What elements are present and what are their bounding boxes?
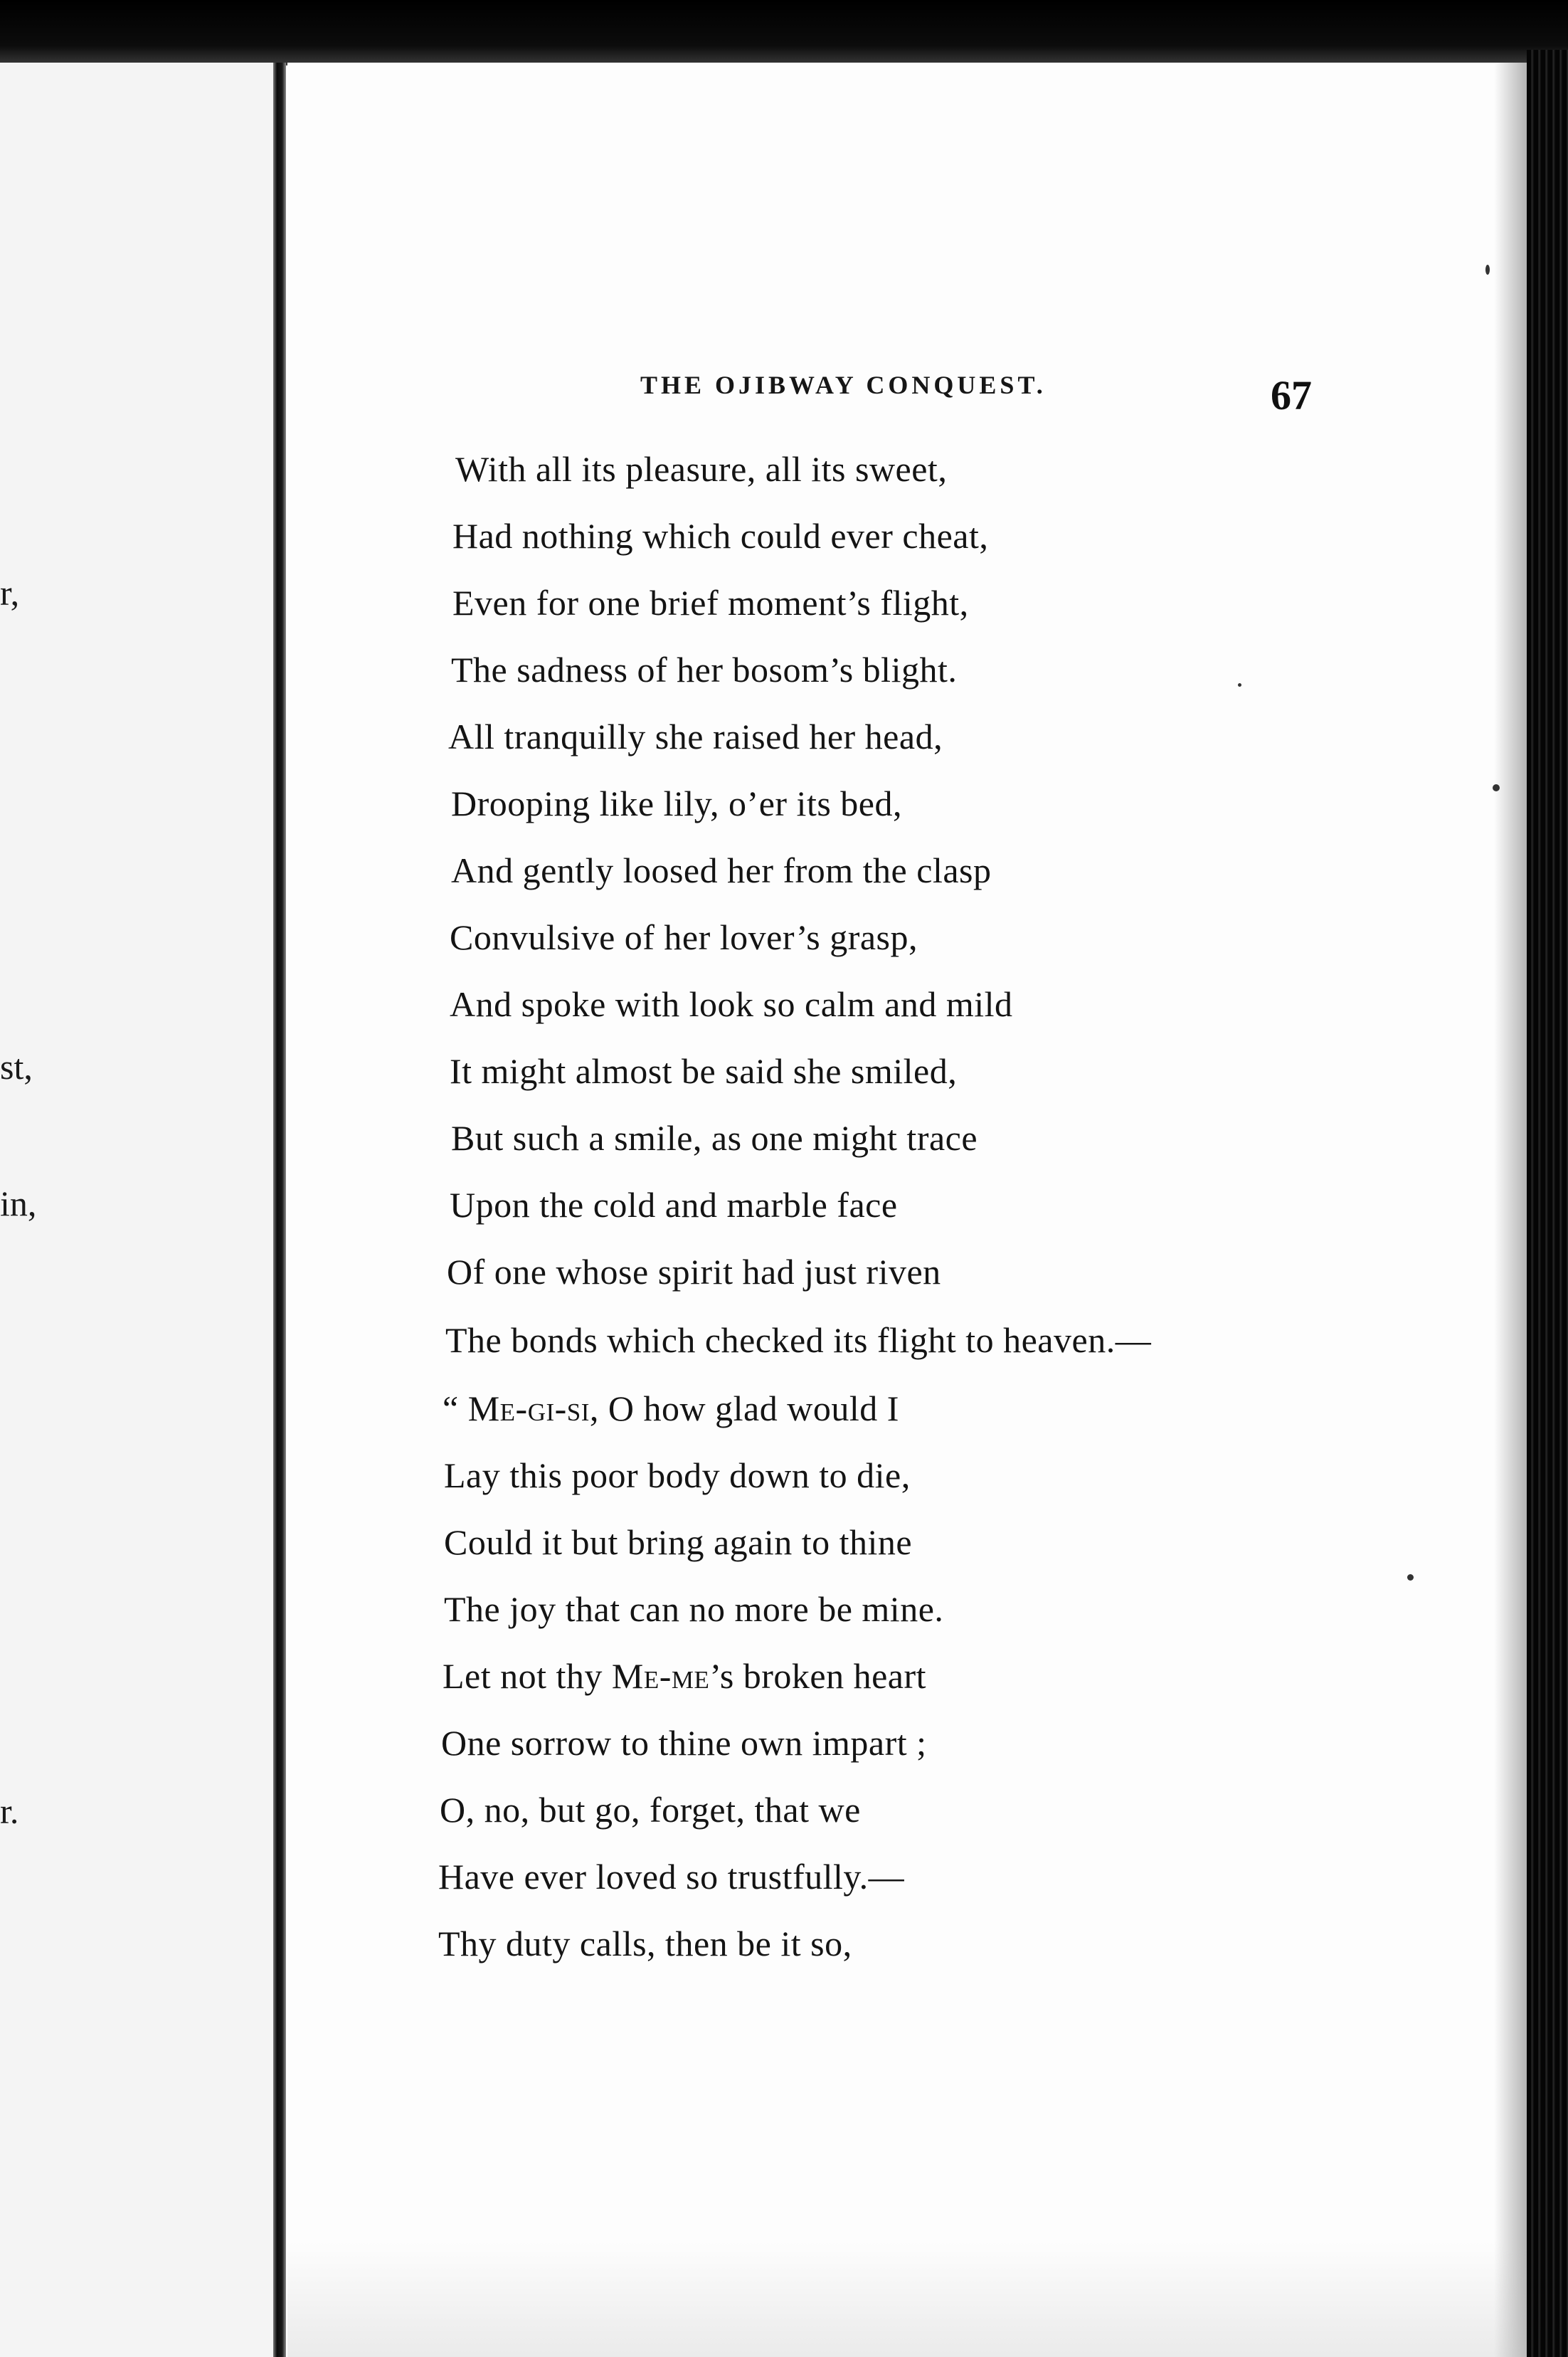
verse-line: Thy duty calls, then be it so,	[438, 1924, 852, 1963]
left-page-fragment: r,	[0, 573, 20, 613]
verse-line: The joy that can no more be mine.	[444, 1589, 944, 1629]
verse-line: O, no, but go, forget, that we	[440, 1790, 861, 1830]
verse-line: Have ever loved so trustfully.—	[438, 1857, 905, 1897]
page-edge-shadow	[1494, 63, 1527, 2357]
verse-line-text: Let not thy Me-me’s broken heart	[443, 1656, 927, 1696]
verse-line: Drooping like lily, o’er its bed,	[451, 784, 902, 823]
verse-line: Even for one brief moment’s flight,	[452, 583, 969, 623]
top-dark-border	[0, 0, 1568, 65]
verse-line	[443, 1658, 926, 1694]
left-page-fragment: st,	[0, 1047, 33, 1087]
verse-line: And gently loosed her from the clasp	[451, 850, 992, 890]
ink-speck	[1485, 265, 1490, 275]
verse-line: Of one whose spirit had just riven	[447, 1252, 941, 1292]
verse-line: Had nothing which could ever cheat,	[452, 516, 989, 556]
ink-speck	[1407, 1574, 1414, 1581]
verse-line: Lay this poor body down to die,	[444, 1455, 911, 1495]
bottom-page-shade	[287, 2242, 1527, 2357]
running-head: THE OJIBWAY CONQUEST.	[640, 371, 1047, 399]
verse-line: The bonds which checked its flight to heaven.—	[445, 1320, 1152, 1360]
verse-line: Upon the cold and marble face	[450, 1185, 898, 1225]
page-stack-edge	[1527, 50, 1568, 2357]
left-page-fragment: r.	[0, 1791, 19, 1831]
verse-line: One sorrow to thine own impart ;	[441, 1723, 927, 1763]
proper-name: Me-gi-si	[467, 1388, 590, 1428]
book-gutter	[273, 63, 286, 2357]
verse-line: Could it but bring again to thine	[444, 1522, 913, 1562]
verse-line: The sadness of her bosom’s blight.	[451, 650, 958, 690]
verse-line: It might almost be said she smiled,	[450, 1051, 958, 1091]
verse-line: Convulsive of her lover’s grasp,	[450, 917, 918, 957]
left-facing-page	[0, 63, 273, 2357]
verse-line	[443, 1388, 899, 1428]
proper-name: Me-me	[611, 1656, 710, 1696]
verse-line: And spoke with look so calm and mild	[450, 984, 1013, 1024]
verse-line: With all its pleasure, all its sweet,	[455, 449, 948, 489]
left-page-fragment: in,	[0, 1183, 37, 1223]
verse-line-text: “ Me-gi-si, O how glad would I	[443, 1388, 899, 1428]
verse-line: All tranquilly she raised her head,	[448, 717, 943, 756]
ink-speck	[1238, 683, 1241, 687]
verse-line: But such a smile, as one might trace	[451, 1118, 978, 1158]
page-number: 67	[1271, 372, 1312, 418]
ink-speck	[1493, 784, 1500, 791]
